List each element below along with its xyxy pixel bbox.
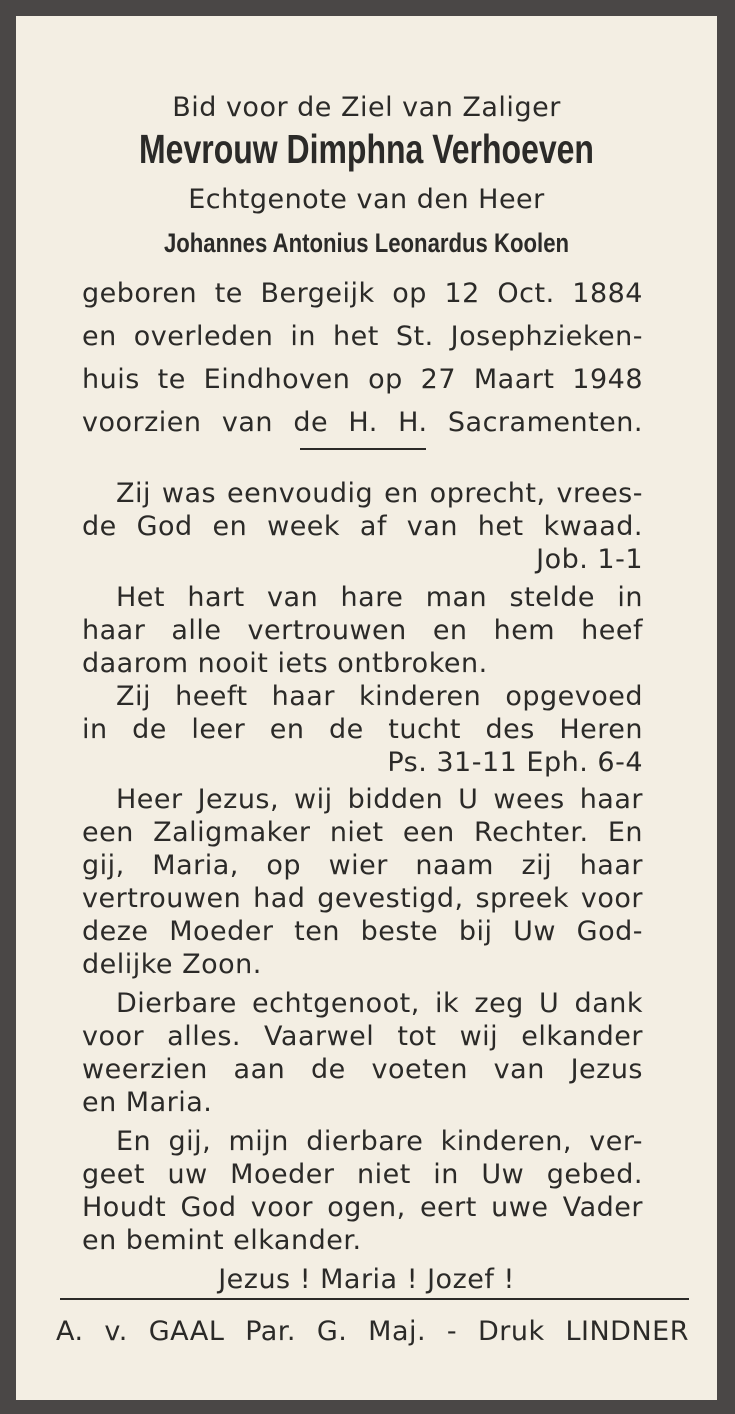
prayer-line: geet uw Moeder niet in Uw gebed. — [82, 1159, 643, 1190]
prayer-line: voor alles. Vaarwel tot wij elkander — [82, 1021, 643, 1052]
bio-line: huis te Eindhoven op 27 Maart 1948 — [82, 364, 643, 395]
prayer-line: en bemint elkander. — [82, 1225, 362, 1256]
closing-invocation: Jezus ! Maria ! Jozef ! — [218, 1264, 515, 1295]
verse-line: Zij was eenvoudig en oprecht, vrees- — [116, 478, 643, 509]
divider-short — [300, 448, 426, 450]
prayer-line: deze Moeder ten beste bij Uw God- — [82, 916, 643, 947]
card-inner — [16, 16, 717, 1400]
prayer-line: Dierbare echtgenoot, ik zeg U dank — [116, 988, 643, 1019]
bio-line: en overleden in het St. Josephzieken- — [82, 321, 643, 352]
prayer-line: Houdt God voor ogen, eert uwe Vader — [82, 1192, 643, 1223]
prayer-line: weerzien aan de voeten van Jezus — [82, 1054, 643, 1085]
bio-line: geboren te Bergeijk op 12 Oct. 1884 — [82, 278, 643, 309]
prayer-line: gij, Maria, op wier naam zij haar — [82, 850, 643, 881]
spouse-name: Johannes Antonius Leonardus Koolen — [163, 228, 570, 258]
bio-line: voorzien van de H. H. Sacramenten. — [82, 407, 643, 438]
verse-line: in de leer en de tucht des Heren — [82, 714, 643, 745]
prayer-line: een Zaligmaker niet een Rechter. En — [82, 817, 643, 848]
verse-reference: Job. 1-1 — [536, 544, 643, 575]
verse-line: haar alle vertrouwen en hem heef — [82, 615, 643, 646]
verse-line: Zij heeft haar kinderen opgevoed — [116, 681, 643, 712]
prayer-heading: Bid voor de Ziel van Zaliger — [172, 92, 561, 123]
prayer-line: En gij, mijn dierbare kinderen, ver- — [116, 1126, 643, 1157]
spouse-intro: Echtgenote van den Heer — [188, 184, 545, 215]
prayer-line: vertrouwen had gevestigd, spreek voor — [82, 883, 643, 914]
verse-line: Het hart van hare man stelde in — [116, 582, 643, 613]
prayer-line: Heer Jezus, wij bidden U wees haar — [116, 784, 643, 815]
prayer-line: en Maria. — [82, 1087, 213, 1118]
deceased-name: Mevrouw Dimphna Verhoeven — [139, 126, 594, 172]
divider-long — [60, 1298, 689, 1300]
printer-credit: A. v. GAAL Par. G. Maj. - Druk LINDNER — [56, 1316, 689, 1347]
verse-reference: Ps. 31-11 Eph. 6-4 — [387, 747, 643, 778]
prayer-line: delijke Zoon. — [82, 949, 262, 980]
verse-line: daarom nooit iets ontbroken. — [82, 648, 488, 679]
verse-line: de God en week af van het kwaad. — [82, 511, 643, 542]
